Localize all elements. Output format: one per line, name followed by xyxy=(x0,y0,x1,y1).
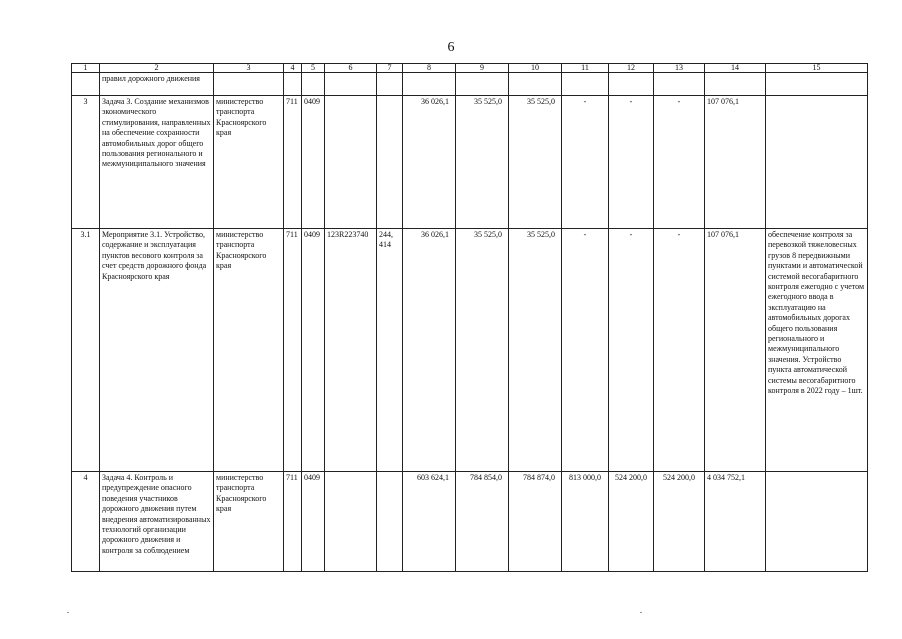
table-row xyxy=(72,229,868,472)
scan-speck xyxy=(67,612,69,613)
cell-col14: 107 076,1 xyxy=(705,229,766,472)
header-cell: 8 xyxy=(403,64,456,73)
header-cell: 11 xyxy=(562,64,609,73)
row-title: Мероприятие 3.1. Устройство, содержание и эксплуатация пунктов весового контроля за счет средств дорожного фонда Красноярского края xyxy=(100,229,214,472)
header-cell: 15 xyxy=(766,64,868,73)
cell-col11: - xyxy=(562,229,609,472)
header-cell: 1 xyxy=(72,64,100,73)
cell-col9: 35 525,0 xyxy=(456,229,509,472)
cell-col13: 524 200,0 xyxy=(654,472,705,572)
row-executor: министерство транспорта Красноярского края xyxy=(214,472,284,572)
table-row xyxy=(72,96,868,229)
cell-col14: 107 076,1 xyxy=(705,96,766,229)
header-cell: 4 xyxy=(284,64,302,73)
row-executor: министерство транспорта Красноярского края xyxy=(214,229,284,472)
cell-col15: обеспечение контроля за перевозкой тяжеловесных грузов 8 передвижными пунктами и автоматической системой весогабаритного контроля ежегодно с учетом ежегодного ввода в эксплуатацию на автомобильных дорогах общего пользования регионального и межмуниципального значения. Устройство пункта автоматической системы весогабаритного контроля в 2022 году – 1шт. xyxy=(766,229,868,472)
cell-col6 xyxy=(325,472,377,572)
cell-col5 xyxy=(302,73,325,96)
cell-col9 xyxy=(456,73,509,96)
cell-col6 xyxy=(325,73,377,96)
cell-col12 xyxy=(609,73,654,96)
header-row xyxy=(72,64,868,73)
cell-col8 xyxy=(403,73,456,96)
row-executor: министерство транспорта Красноярского края xyxy=(214,96,284,229)
header-cell: 6 xyxy=(325,64,377,73)
header-cell: 2 xyxy=(100,64,214,73)
cell-col14: 4 034 752,1 xyxy=(705,472,766,572)
cell-col14 xyxy=(705,73,766,96)
cell-col6: 123R223740 xyxy=(325,229,377,472)
cell-col4: 711 xyxy=(284,96,302,229)
scan-speck xyxy=(640,612,642,613)
header-cell: 9 xyxy=(456,64,509,73)
cell-col8: 36 026,1 xyxy=(403,96,456,229)
cell-col7 xyxy=(377,472,403,572)
table-row xyxy=(72,472,868,572)
cell-col7 xyxy=(377,96,403,229)
cell-col12: 524 200,0 xyxy=(609,472,654,572)
header-cell: 14 xyxy=(705,64,766,73)
cell-col8: 603 624,1 xyxy=(403,472,456,572)
cell-col11: - xyxy=(562,96,609,229)
row-number xyxy=(72,73,100,96)
cell-col4: 711 xyxy=(284,472,302,572)
cell-col12: - xyxy=(609,96,654,229)
row-number: 4 xyxy=(72,472,100,572)
row-title: правил дорожного движения xyxy=(100,73,214,96)
header-cell: 3 xyxy=(214,64,284,73)
row-number: 3 xyxy=(72,96,100,229)
budget-table xyxy=(71,63,868,572)
header-cell: 12 xyxy=(609,64,654,73)
header-cell: 13 xyxy=(654,64,705,73)
row-number: 3.1 xyxy=(72,229,100,472)
cell-col10: 784 874,0 xyxy=(509,472,562,572)
cell-col9: 35 525,0 xyxy=(456,96,509,229)
row-title: Задача 3. Создание механизмов экономического стимулирования, направленных на обеспечение сохранности автомобильных дорог общего пользования регионального и межмуниципального значения xyxy=(100,96,214,229)
cell-col9: 784 854,0 xyxy=(456,472,509,572)
cell-col13: - xyxy=(654,229,705,472)
table-row xyxy=(72,73,868,96)
header-cell: 5 xyxy=(302,64,325,73)
cell-col11 xyxy=(562,73,609,96)
cell-col5: 0409 xyxy=(302,229,325,472)
cell-col7: 244, 414 xyxy=(377,229,403,472)
row-executor xyxy=(214,73,284,96)
cell-col8: 36 026,1 xyxy=(403,229,456,472)
cell-col15 xyxy=(766,96,868,229)
row-title: Задача 4. Контроль и предупреждение опасного поведения участников дорожного движения путем внедрения автоматизированных технологий организации дорожного движения и контроля за соблюдением xyxy=(100,472,214,572)
cell-col7 xyxy=(377,73,403,96)
cell-col15 xyxy=(766,472,868,572)
cell-col13: - xyxy=(654,96,705,229)
header-cell: 7 xyxy=(377,64,403,73)
cell-col15 xyxy=(766,73,868,96)
cell-col12: - xyxy=(609,229,654,472)
cell-col4: 711 xyxy=(284,229,302,472)
page-number: 6 xyxy=(447,40,455,55)
cell-col10: 35 525,0 xyxy=(509,229,562,472)
cell-col10: 35 525,0 xyxy=(509,96,562,229)
cell-col10 xyxy=(509,73,562,96)
header-cell: 10 xyxy=(509,64,562,73)
cell-col6 xyxy=(325,96,377,229)
cell-col4 xyxy=(284,73,302,96)
cell-col11: 813 000,0 xyxy=(562,472,609,572)
cell-col5: 0409 xyxy=(302,96,325,229)
cell-col13 xyxy=(654,73,705,96)
cell-col5: 0409 xyxy=(302,472,325,572)
